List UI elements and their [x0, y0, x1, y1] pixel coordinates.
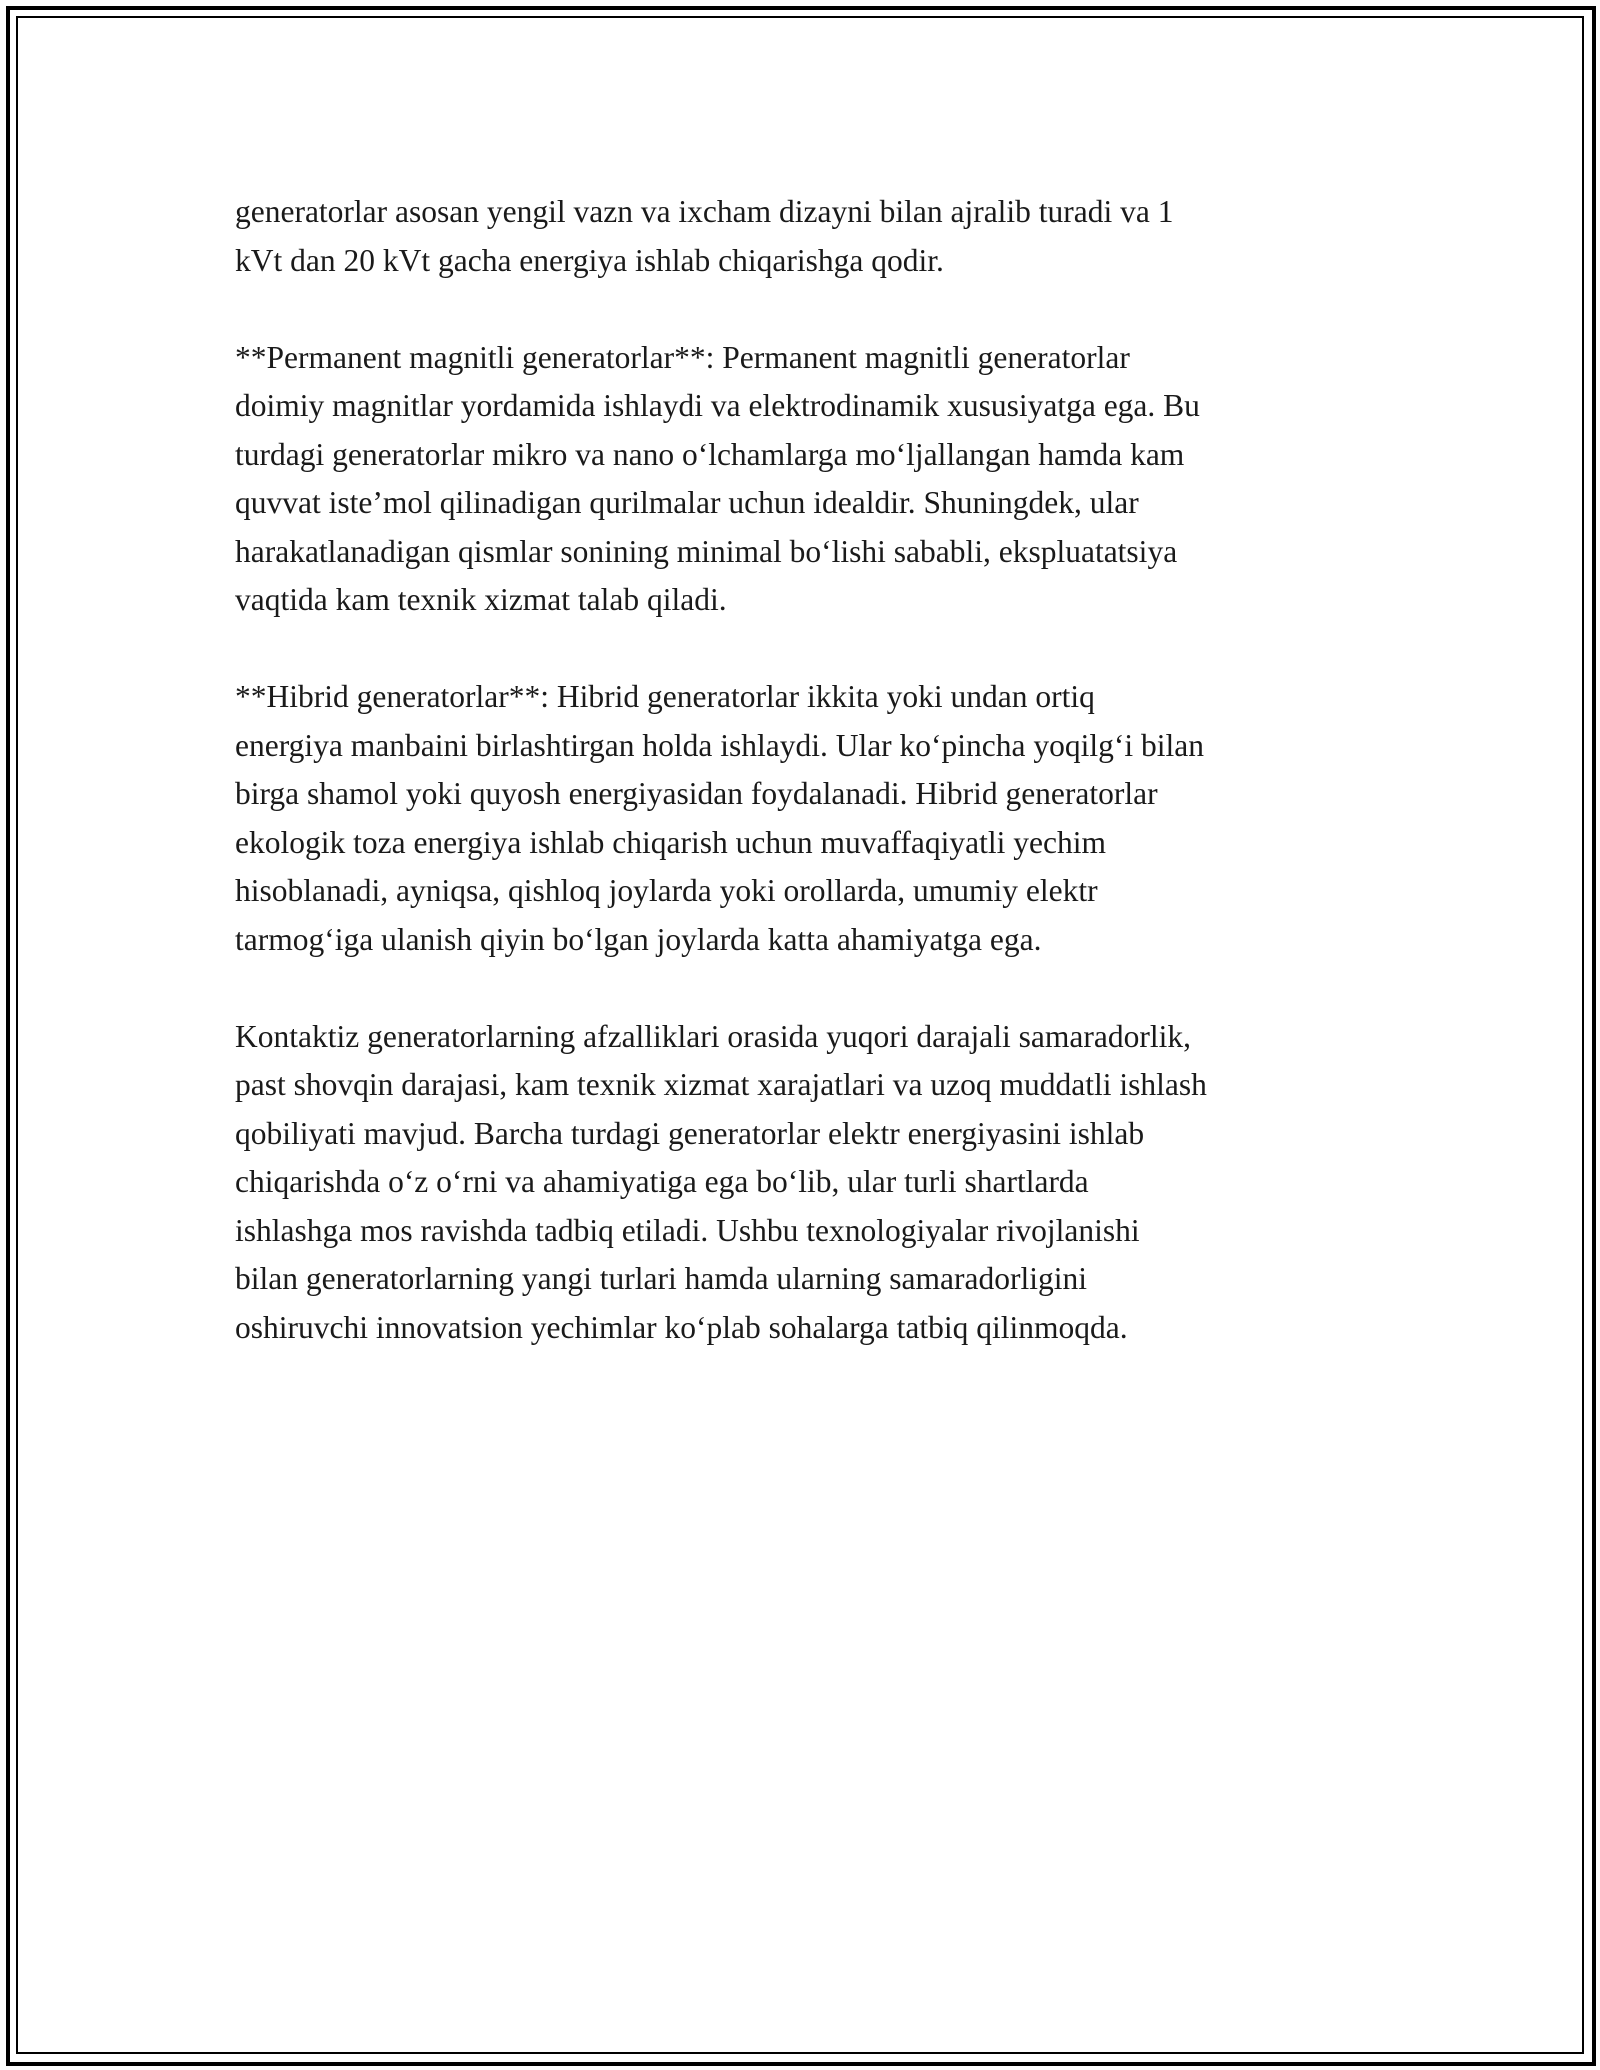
text-line: hisoblanadi, ayniqsa, qishloq joylarda yoki orollarda, umumiy elektr [235, 873, 1098, 908]
document-body [235, 188, 1375, 1401]
paragraph-permanent-magnet [235, 334, 1375, 625]
text-line: ishlashga mos ravishda tadbiq etiladi. Ushbu texnologiyalar rivojlanishi [235, 1212, 1140, 1248]
text-line: birga shamol yoki quyosh energiyasidan foydalanadi. Hibrid generatorlar [235, 776, 1158, 811]
text-line: kVt dan 20 kVt gacha energiya ishlab chiqarishga qodir. [235, 242, 944, 278]
text-line: **Permanent magnitli generatorlar**: Permanent magnitli generatorlar [235, 339, 1130, 375]
text-line: turdagi generatorlar mikro va nano o‘lchamlarga mo‘ljallangan hamda kam [235, 436, 1185, 472]
text-line: ekologik toza energiya ishlab chiqarish uchun muvaffaqiyatli yechim [235, 824, 1106, 860]
text-line: tarmog‘iga ulanish qiyin bo‘lgan joylarda katta ahamiyatga ega. [235, 921, 1042, 957]
text-line: harakatlanadigan qismlar sonining minimal bo‘lishi sababli, ekspluatatsiya [235, 533, 1178, 569]
text-line: chiqarishda o‘z o‘rni va ahamiyatiga ega bo‘lib, ular turli shartlarda [235, 1164, 1089, 1199]
text-line: quvvat iste’mol qilinadigan qurilmalar uchun idealdir. Shuningdek, ular [235, 485, 1139, 520]
text-line: past shovqin darajasi, kam texnik xizmat xarajatlari va uzoq muddatli ishlash [235, 1067, 1207, 1102]
text-line: **Hibrid generatorlar**: Hibrid generatorlar ikkita yoki undan ortiq [235, 679, 1095, 714]
text-line: doimiy magnitlar yordamida ishlaydi va elektrodinamik xususiyatga ega. Bu [235, 388, 1200, 423]
paragraph-intro [235, 188, 1375, 285]
text-line: oshiruvchi innovatsion yechimlar ko‘plab sohalarga tatbiq qilinmoqda. [235, 1309, 1128, 1345]
text-line: bilan generatorlarning yangi turlari hamda ularning samaradorligini [235, 1261, 1087, 1296]
text-line: generatorlar asosan yengil vazn va ixcham dizayni bilan ajralib turadi va 1 [235, 194, 1174, 229]
text-line: energiya manbaini birlashtirgan holda ishlaydi. Ular ko‘pincha yoqilg‘i bilan [235, 727, 1204, 763]
text-line: qobiliyati mavjud. Barcha turdagi generatorlar elektr energiyasini ishlab [235, 1115, 1145, 1151]
text-line: Kontaktiz generatorlarning afzalliklari orasida yuqori darajali samaradorlik, [235, 1018, 1191, 1054]
text-line: vaqtida kam texnik xizmat talab qiladi. [235, 582, 727, 617]
paragraph-hybrid [235, 673, 1375, 964]
paragraph-conclusion [235, 1013, 1375, 1353]
